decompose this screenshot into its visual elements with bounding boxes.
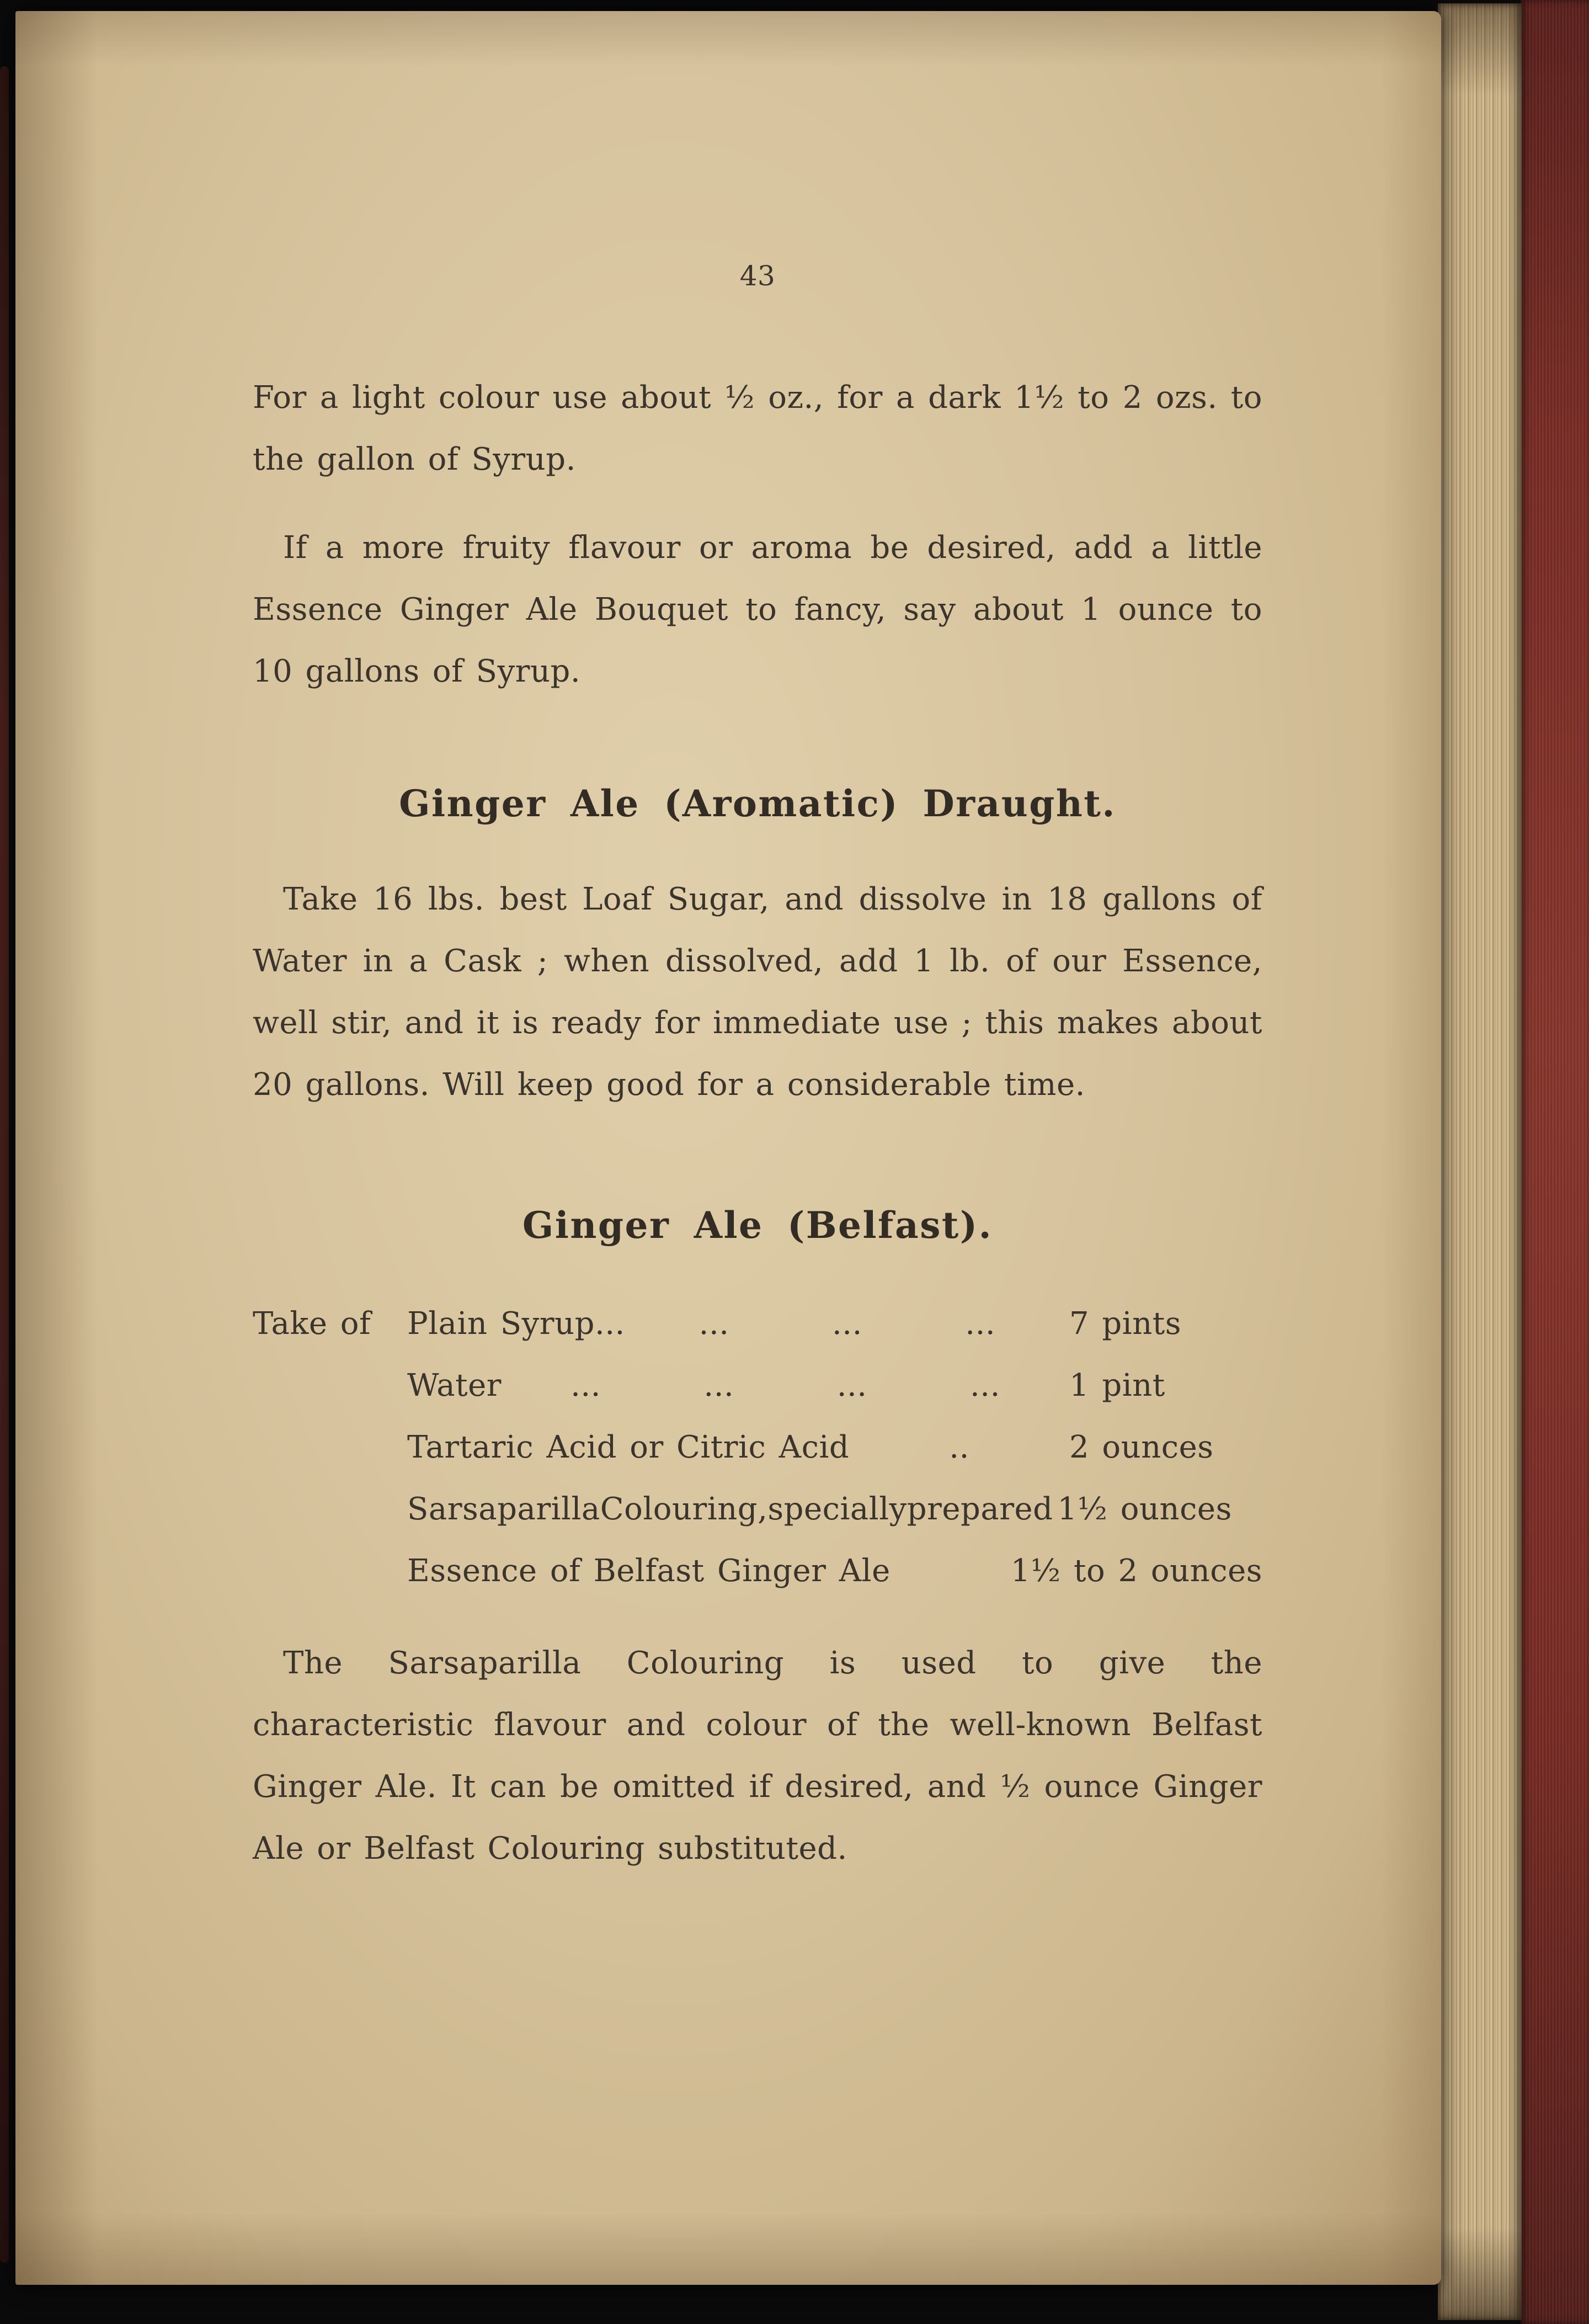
body-paragraph: If a more fruity flavour or aroma be desired, add a little Essence Ginger Ale Bouquet to fancy, say about 1 ounce to 10 gallons of Syrup.	[253, 530, 1262, 689]
recipe-leader-dots: ... ... ...	[698, 1306, 996, 1342]
recipe-item: SarsaparillaColouring,speciallyprepared	[407, 1491, 1053, 1527]
book-cover	[1521, 0, 1589, 2324]
recipe-row	[253, 1355, 1262, 1417]
book-page	[15, 11, 1441, 2285]
body-paragraph: The Sarsaparilla Colouring is used to give the characteristic flavour and colour of the well-known Belfast Ginger Ale. It can be omitted if desired, and ½ ounce Ginger Ale or Belfast Colouring substituted.	[253, 1645, 1262, 1866]
recipe-quantity: 1½ to 2 ounces	[1010, 1553, 1262, 1589]
recipe-list	[253, 1293, 1262, 1602]
recipe-quantity: 1 pint	[1069, 1368, 1165, 1403]
recipe-row	[253, 1479, 1262, 1540]
recipe-prefix: Take of	[253, 1306, 371, 1342]
body-paragraph: Take 16 lbs. best Loaf Sugar, and dissolve in 18 gallons of Water in a Cask ; when dissolved, add 1 lb. of our Essence, well stir, and it is ready for immediate use ; this makes about 20 gallons. Will keep good for a considerable time.	[253, 881, 1262, 1103]
section-heading-belfast: Ginger Ale (Belfast).	[522, 1204, 993, 1247]
page-number: 43	[739, 260, 776, 292]
book-cover-left-edge	[0, 66, 9, 2263]
recipe-item: Water	[407, 1368, 502, 1403]
recipe-quantity: 2 ounces	[1069, 1429, 1214, 1465]
recipe-leader-dots: ... ... ... ...	[570, 1368, 1000, 1403]
page-content	[253, 11, 1262, 1906]
section-heading-aromatic-draught: Ginger Ale (Aromatic) Draught.	[399, 782, 1116, 825]
recipe-item: Plain Syrup...	[407, 1306, 625, 1342]
recipe-leader-dots: ..	[949, 1429, 969, 1465]
recipe-quantity: 7 pints	[1069, 1306, 1181, 1342]
recipe-row	[253, 1293, 1262, 1355]
recipe-quantity: 1½ ounces	[1057, 1491, 1232, 1527]
page-fore-edges	[1438, 3, 1522, 2320]
recipe-item: Essence of Belfast Ginger Ale	[407, 1553, 891, 1589]
body-paragraph: For a light colour use about ½ oz., for a dark 1½ to 2 ozs. to the gallon of Syrup.	[253, 380, 1262, 477]
recipe-item: Tartaric Acid or Citric Acid	[407, 1429, 850, 1465]
recipe-row	[253, 1540, 1262, 1602]
recipe-row	[253, 1417, 1262, 1479]
